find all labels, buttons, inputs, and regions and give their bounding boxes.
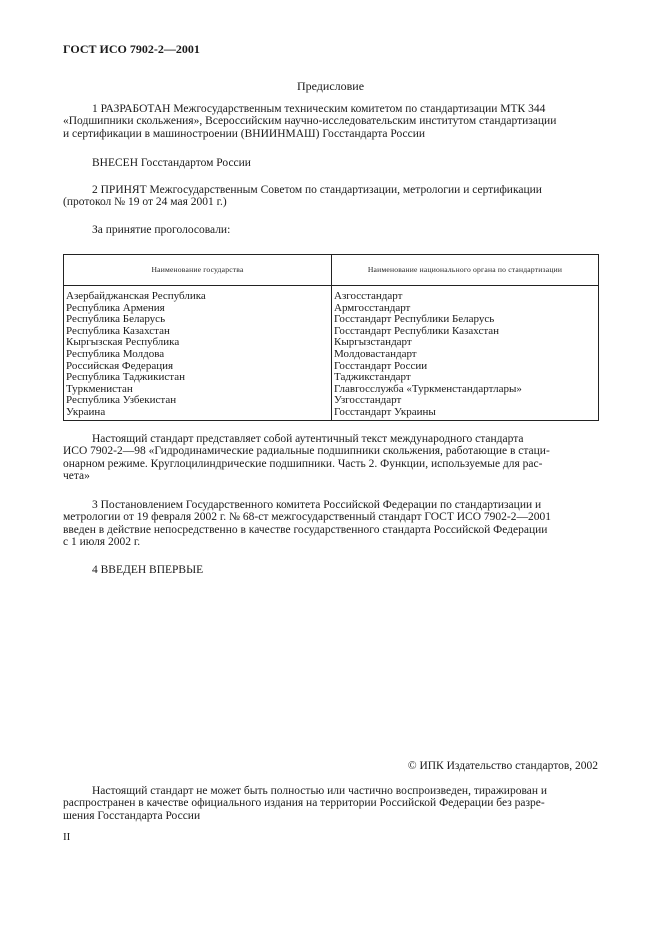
state-cell: Кыргызская Республика: [64, 337, 332, 349]
paragraph-reproduction-notice: [63, 785, 598, 822]
state-cell: Республика Армения: [64, 303, 332, 315]
standards-body-cell: Госстандарт Украины: [332, 407, 599, 420]
table-row: [64, 286, 599, 303]
page-number: II: [63, 831, 71, 843]
state-cell: Туркменистан: [64, 384, 332, 396]
column-header-state: Наименование государства: [64, 255, 332, 286]
standards-body-cell: Госстандарт России: [332, 361, 599, 373]
standards-body-cell: Госстандарт Республики Казахстан: [332, 326, 599, 338]
paragraph-line: введен в действие непосредственно в качестве государственного стандарта Российской Федерации: [63, 523, 548, 536]
standards-body-cell: Кыргызстандарт: [332, 337, 599, 349]
standards-body-cell: Молдовастандарт: [332, 349, 599, 361]
state-cell: Республика Беларусь: [64, 314, 332, 326]
paragraph-line: шения Госстандарта России: [63, 809, 201, 822]
standards-body-cell: Госстандарт Республики Беларусь: [332, 314, 599, 326]
standards-body-cell: Азгосстандарт: [332, 286, 599, 303]
paragraph-line: чета»: [63, 470, 90, 483]
paragraph-line: Настоящий стандарт не может быть полностью или частично воспроизведен, тиражирован и: [92, 785, 548, 797]
document-header: ГОСТ ИСО 7902-2—2001: [63, 42, 200, 56]
table-row: [64, 372, 599, 384]
table-row: [64, 395, 599, 407]
table-row: [64, 349, 599, 361]
paragraph-line: 3 Постановлением Государственного комитета Российской Федерации по стандартизации и: [92, 499, 542, 511]
paragraph-line: «Подшипники скольжения», Всероссийским научно-исследовательским институтом стандартизации: [63, 115, 557, 128]
paragraph-line: Настоящий стандарт представляет собой аутентичный текст международного стандарта: [92, 433, 524, 445]
paragraph-line: (протокол № 19 от 24 мая 2001 г.): [63, 196, 227, 209]
paragraph-adopted: [63, 184, 598, 209]
paragraph-voted: За принятие проголосовали:: [92, 224, 231, 236]
standards-body-cell: Главгосслужба «Туркменстандартлары»: [332, 384, 599, 396]
paragraph-line: 1 РАЗРАБОТАН Межгосударственным техническим комитетом по стандартизации МТК 344: [92, 103, 546, 115]
table-header-row: [64, 255, 599, 286]
column-header-standards-body: Наименование национального органа по стандартизации: [332, 255, 599, 286]
standards-body-cell: Узгосстандарт: [332, 395, 599, 407]
paragraph-line: онарном режиме. Круглоцилиндрические подшипники. Часть 2. Функции, используемые для рас-: [63, 457, 543, 470]
paragraph-introduced-first: 4 ВВЕДЕН ВПЕРВЫЕ: [92, 564, 204, 576]
paragraph-line: метрологии от 19 февраля 2002 г. № 68-ст межгосударственный стандарт ГОСТ ИСО 7902-2—2001: [63, 511, 551, 524]
state-cell: Республика Казахстан: [64, 326, 332, 338]
standards-body-cell: Таджикстандарт: [332, 372, 599, 384]
state-cell: Республика Узбекистан: [64, 395, 332, 407]
paragraph-line: 2 ПРИНЯТ Межгосударственным Советом по стандартизации, метрологии и сертификации: [92, 184, 542, 196]
paragraph-authentic-text: [63, 433, 598, 483]
section-title: Предисловие: [296, 79, 365, 93]
paragraph-line: с 1 июля 2002 г.: [63, 536, 141, 549]
state-cell: Республика Таджикистан: [64, 372, 332, 384]
table-row: [64, 407, 599, 420]
paragraph-resolution: [63, 499, 598, 549]
paragraph-line: ИСО 7902-2—98 «Гидродинамические радиальные подшипники скольжения, работающие в стаци-: [63, 445, 550, 458]
state-cell: Азербайджанская Республика: [64, 286, 332, 303]
state-cell: Республика Молдова: [64, 349, 332, 361]
paragraph-line: и сертификации в машиностроении (ВНИИНМАШ) Госстандарта России: [63, 127, 426, 140]
paragraph-line: распространен в качестве официального издания на территории Российской Федерации без разре-: [63, 797, 545, 810]
voting-states-table: [63, 254, 599, 421]
paragraph-developed: [63, 103, 598, 140]
standards-body-cell: Армгосстандарт: [332, 303, 599, 315]
paragraph-introduced: ВНЕСЕН Госстандартом России: [92, 157, 251, 169]
state-cell: Российская Федерация: [64, 361, 332, 373]
copyright-notice: © ИПК Издательство стандартов, 2002: [407, 760, 598, 772]
state-cell: Украина: [64, 407, 332, 420]
